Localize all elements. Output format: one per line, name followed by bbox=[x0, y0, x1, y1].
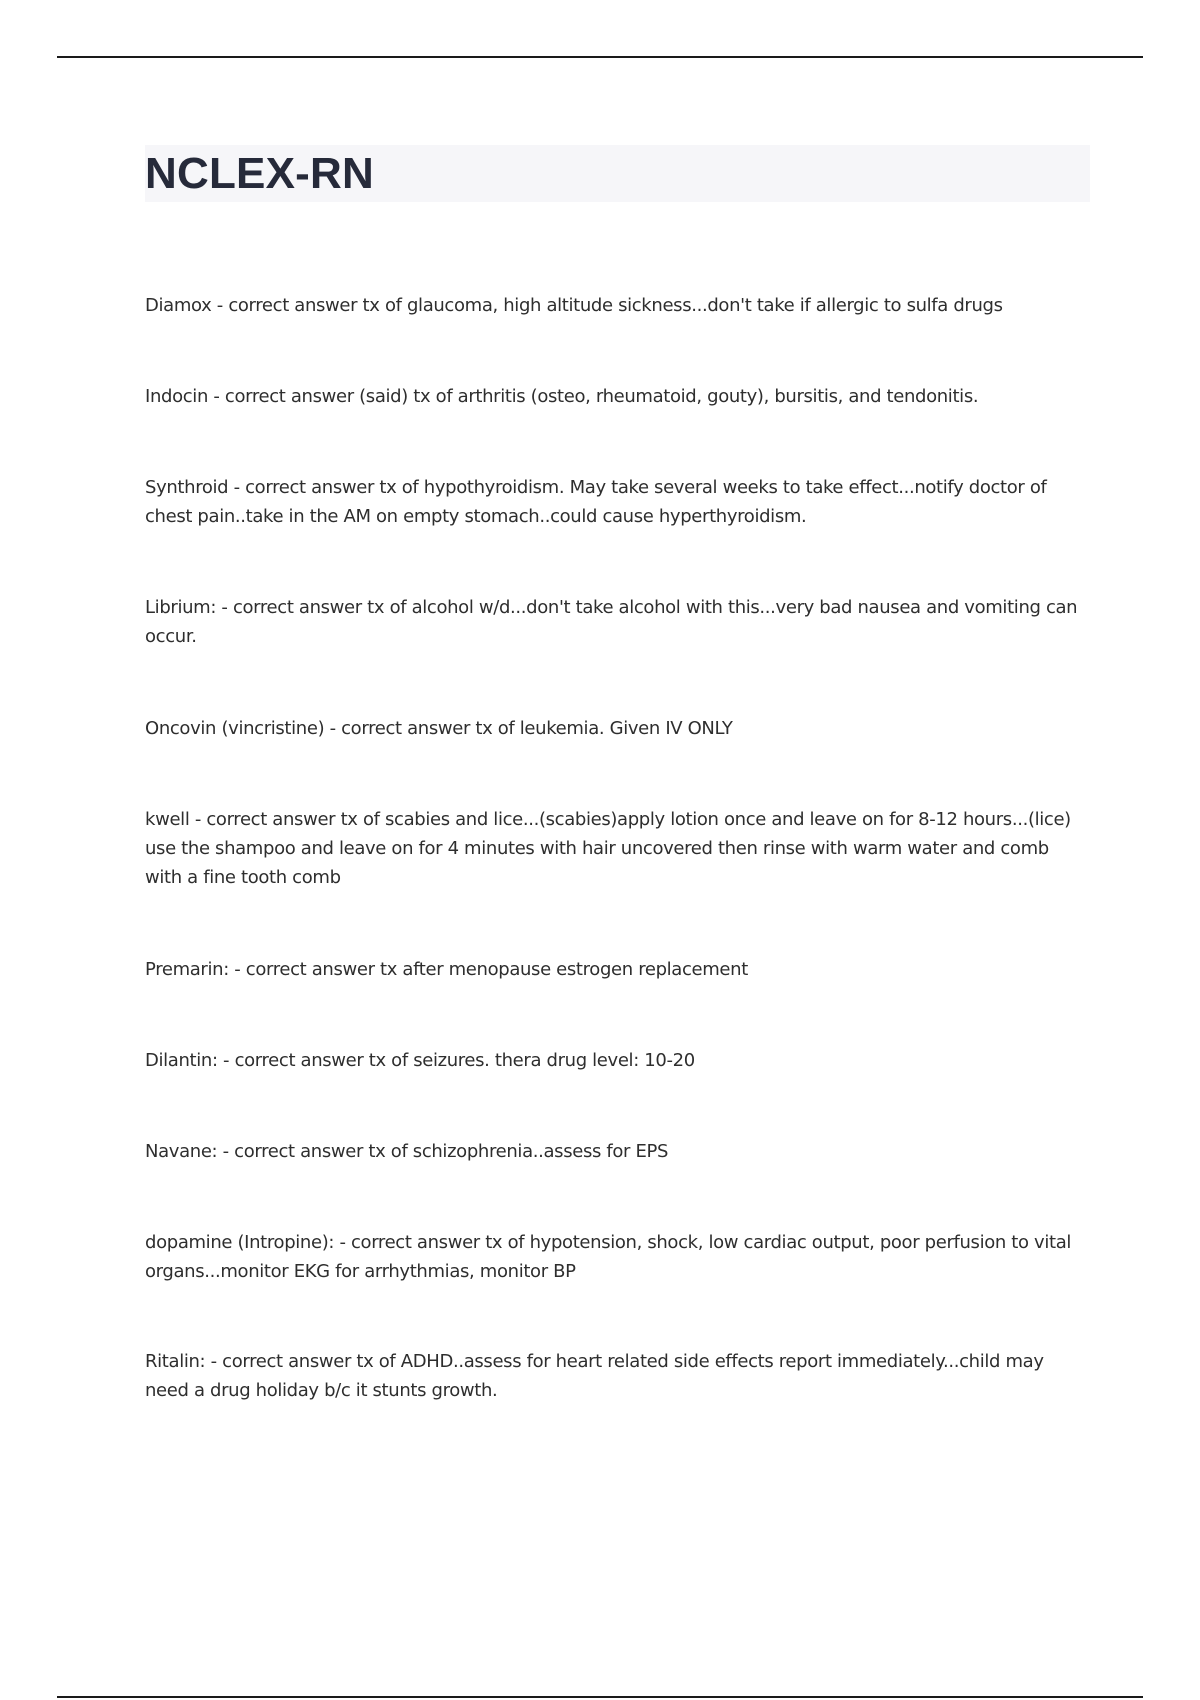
flashcard-entry: kwell - correct answer tx of scabies and lice...(scabies)apply lotion once and leave on for 8-12 hours...(lice) use the shampoo and leave on for 4 minutes with hair uncovered then rinse with warm water and comb with a fine tooth comb bbox=[145, 809, 1071, 888]
flashcard-entry: Dilantin: - correct answer tx of seizures. thera drug level: 10-20 bbox=[145, 1050, 695, 1071]
flashcard-entry: Diamox - correct answer tx of glaucoma, high altitude sickness...don't take if allergic to sulfa drugs bbox=[145, 295, 1003, 316]
flashcard-entry: Navane: - correct answer tx of schizophrenia..assess for EPS bbox=[145, 1141, 669, 1162]
flashcard-entry: Indocin - correct answer (said) tx of arthritis (osteo, rheumatoid, gouty), bursitis, and tendonitis. bbox=[145, 386, 979, 407]
footer-rule bbox=[57, 1696, 1143, 1698]
flashcard-entry: Librium: - correct answer tx of alcohol w/d...don't take alcohol with this...very bad nausea and vomiting can occur. bbox=[145, 597, 1078, 647]
flashcard-entry: Ritalin: - correct answer tx of ADHD..assess for heart related side effects report immediately...child may need a drug holiday b/c it stunts growth. bbox=[145, 1351, 1044, 1401]
flashcard-entry: Premarin: - correct answer tx after menopause estrogen replacement bbox=[145, 959, 748, 980]
flashcard-entry: Oncovin (vincristine) - correct answer tx of leukemia. Given IV ONLY bbox=[145, 718, 733, 739]
flashcard-entry: Synthroid - correct answer tx of hypothyroidism. May take several weeks to take effect...notify doctor of chest pain..take in the AM on empty stomach..could cause hyperthyroidism. bbox=[145, 477, 1047, 527]
title-bar bbox=[145, 145, 1090, 202]
flashcard-entry: dopamine (Intropine): - correct answer tx of hypotension, shock, low cardiac output, poor perfusion to vital organs...monitor EKG for arrhythmias, monitor BP bbox=[145, 1232, 1072, 1282]
document-title: NCLEX-RN bbox=[145, 149, 374, 198]
header-rule bbox=[57, 56, 1143, 58]
